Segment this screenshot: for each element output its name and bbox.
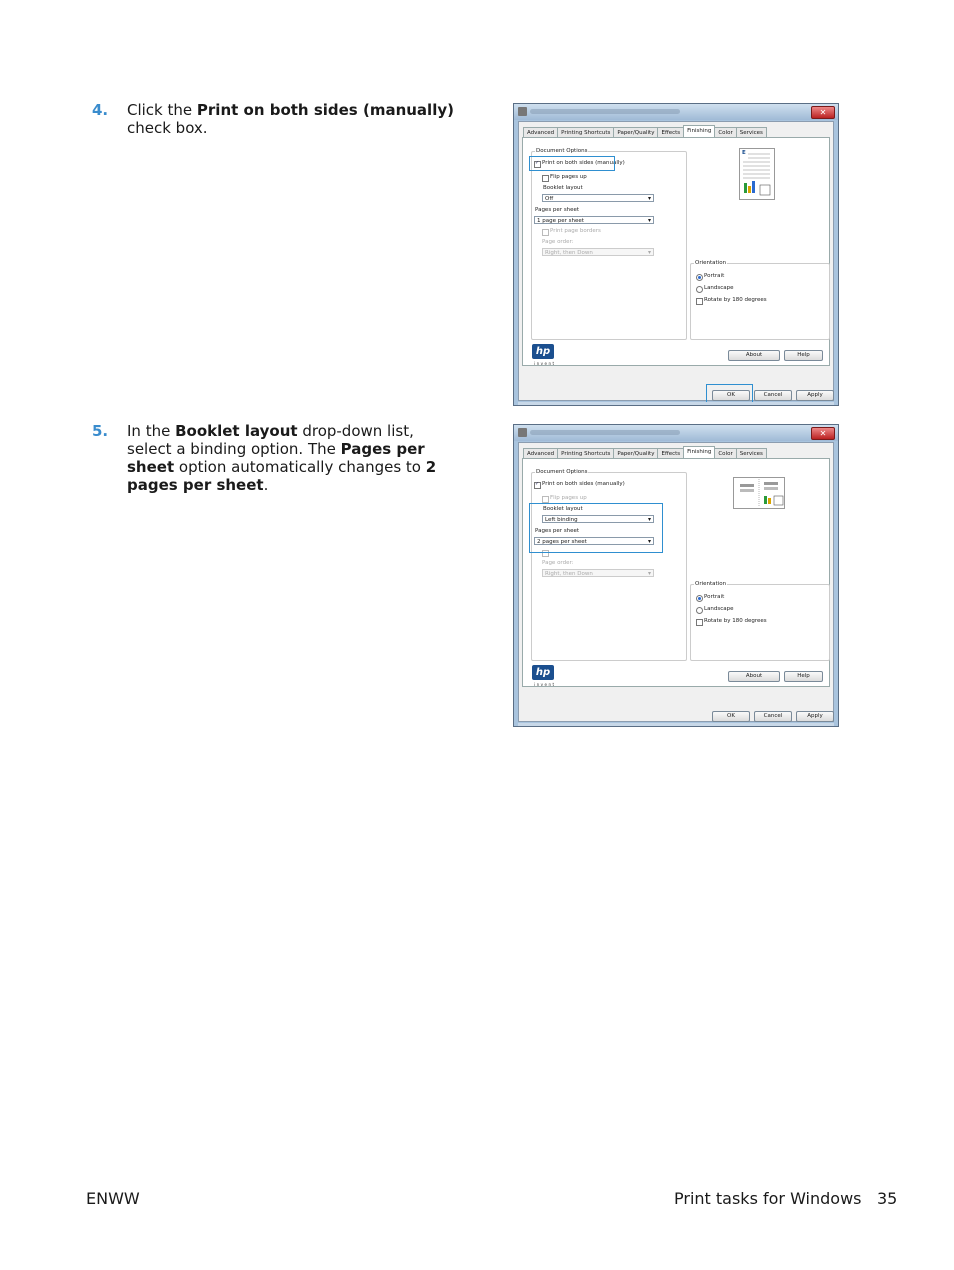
ok-button[interactable]: OK	[712, 711, 750, 722]
window-title	[530, 109, 680, 114]
portrait-radio[interactable]	[696, 274, 703, 281]
close-button[interactable]: ✕	[811, 106, 835, 119]
tab-effects[interactable]: Effects	[657, 448, 684, 459]
rotate-180-checkbox[interactable]	[696, 619, 703, 626]
document-preview	[739, 148, 775, 200]
preview-letter: E	[742, 150, 746, 156]
document-options-label: Document Options	[536, 148, 588, 154]
print-both-sides-label: Print on both sides (manually)	[542, 481, 625, 487]
tab-printing-shortcuts[interactable]: Printing Shortcuts	[557, 448, 614, 459]
tab-advanced[interactable]: Advanced	[523, 127, 558, 138]
apply-button[interactable]: Apply	[796, 711, 834, 722]
portrait-radio[interactable]	[696, 595, 703, 602]
title-bar	[514, 425, 838, 441]
apply-button[interactable]: Apply	[796, 390, 834, 401]
cancel-button[interactable]: Cancel	[754, 711, 792, 722]
highlight-booklet-and-pages	[529, 503, 663, 553]
booklet-layout-dropdown[interactable]: Off ▾	[542, 194, 654, 202]
tab-strip	[523, 125, 766, 137]
tab-services[interactable]: Services	[736, 127, 767, 138]
step-text: In the Booklet layout drop-down list, select a binding option. The Pages per sheet option automatically changes to 2 pages per sheet.	[127, 422, 437, 494]
title-bar	[514, 104, 838, 120]
window-bottom-border	[518, 723, 834, 726]
rotate-180-label: Rotate by 180 degrees	[704, 297, 767, 303]
dialog-body	[518, 121, 834, 401]
footer-section: Print tasks for Windows	[674, 1189, 862, 1208]
help-button[interactable]: Help	[784, 350, 823, 361]
tab-color[interactable]: Color	[714, 448, 736, 459]
hp-invent-tagline: invent	[534, 361, 556, 366]
hp-logo: hp	[532, 344, 554, 359]
hp-logo: hp	[532, 665, 554, 680]
close-button[interactable]: ✕	[811, 427, 835, 440]
landscape-radio[interactable]	[696, 286, 703, 293]
help-button[interactable]: Help	[784, 671, 823, 682]
printer-properties-dialog-2	[513, 424, 839, 727]
finishing-panel	[522, 137, 830, 366]
ok-button[interactable]: OK	[712, 390, 750, 401]
tab-finishing[interactable]: Finishing	[683, 125, 715, 138]
window-bottom-border	[518, 402, 834, 405]
tab-finishing[interactable]: Finishing	[683, 446, 715, 459]
booklet-preview-icon	[734, 478, 784, 508]
booklet-layout-label: Booklet layout	[543, 506, 583, 512]
footer-left: ENWW	[86, 1189, 140, 1208]
page-order-dropdown[interactable]: Right, then Down ▾	[542, 569, 654, 577]
print-both-sides-checkbox[interactable]	[534, 482, 541, 489]
tab-printing-shortcuts[interactable]: Printing Shortcuts	[557, 127, 614, 138]
print-both-sides-label: Print on both sides (manually)	[542, 160, 625, 166]
finishing-panel	[522, 458, 830, 687]
landscape-label: Landscape	[704, 606, 734, 612]
window-title	[530, 430, 680, 435]
about-button[interactable]: About	[728, 350, 780, 361]
flip-pages-up-label: Flip pages up	[550, 174, 587, 180]
pages-per-sheet-dropdown[interactable]: 2 pages per sheet ▾	[534, 537, 654, 545]
page-order-label: Page order:	[542, 560, 574, 566]
booklet-layout-label: Booklet layout	[543, 185, 583, 191]
flip-pages-up-label: Flip pages up	[550, 495, 587, 501]
orientation-label: Orientation	[695, 581, 727, 587]
portrait-label: Portrait	[704, 273, 725, 279]
print-page-borders-checkbox[interactable]	[542, 229, 549, 236]
step-text: Click the Print on both sides (manually) check box.	[127, 101, 454, 137]
booklet-layout-dropdown[interactable]: Left binding ▾	[542, 515, 654, 523]
document-options-label: Document Options	[536, 469, 588, 475]
tab-strip	[523, 446, 766, 458]
print-page-borders-label: Print page borders	[550, 228, 601, 234]
hp-invent-tagline: invent	[534, 682, 556, 687]
tab-color[interactable]: Color	[714, 127, 736, 138]
flip-pages-up-checkbox[interactable]	[542, 175, 549, 182]
tab-paper-quality[interactable]: Paper/Quality	[613, 127, 658, 138]
booklet-preview	[733, 477, 785, 509]
pages-per-sheet-label: Pages per sheet	[535, 528, 580, 534]
tab-services[interactable]: Services	[736, 448, 767, 459]
printer-properties-dialog-1	[513, 103, 839, 406]
pages-per-sheet-dropdown[interactable]: 1 page per sheet ▾	[534, 216, 654, 224]
rotate-180-label: Rotate by 180 degrees	[704, 618, 767, 624]
highlight-print-both-sides	[529, 156, 615, 171]
landscape-radio[interactable]	[696, 607, 703, 614]
tab-advanced[interactable]: Advanced	[523, 448, 558, 459]
page-order-label: Page order:	[542, 239, 574, 245]
dialog-body	[518, 442, 834, 722]
rotate-180-checkbox[interactable]	[696, 298, 703, 305]
portrait-label: Portrait	[704, 594, 725, 600]
orientation-label: Orientation	[695, 260, 727, 266]
page-order-dropdown[interactable]: Right, then Down ▾	[542, 248, 654, 256]
step-number: 4.	[92, 101, 109, 119]
step-5	[92, 422, 462, 494]
tab-paper-quality[interactable]: Paper/Quality	[613, 448, 658, 459]
tab-effects[interactable]: Effects	[657, 127, 684, 138]
page-number: 35	[877, 1189, 898, 1208]
flip-pages-up-checkbox[interactable]	[542, 496, 549, 503]
printer-icon	[518, 428, 527, 437]
preview-lines-icon	[740, 149, 774, 199]
printer-icon	[518, 107, 527, 116]
landscape-label: Landscape	[704, 285, 734, 291]
cancel-button[interactable]: Cancel	[754, 390, 792, 401]
step-number: 5.	[92, 422, 109, 440]
step-4	[92, 101, 462, 137]
about-button[interactable]: About	[728, 671, 780, 682]
pages-per-sheet-label: Pages per sheet	[535, 207, 580, 213]
